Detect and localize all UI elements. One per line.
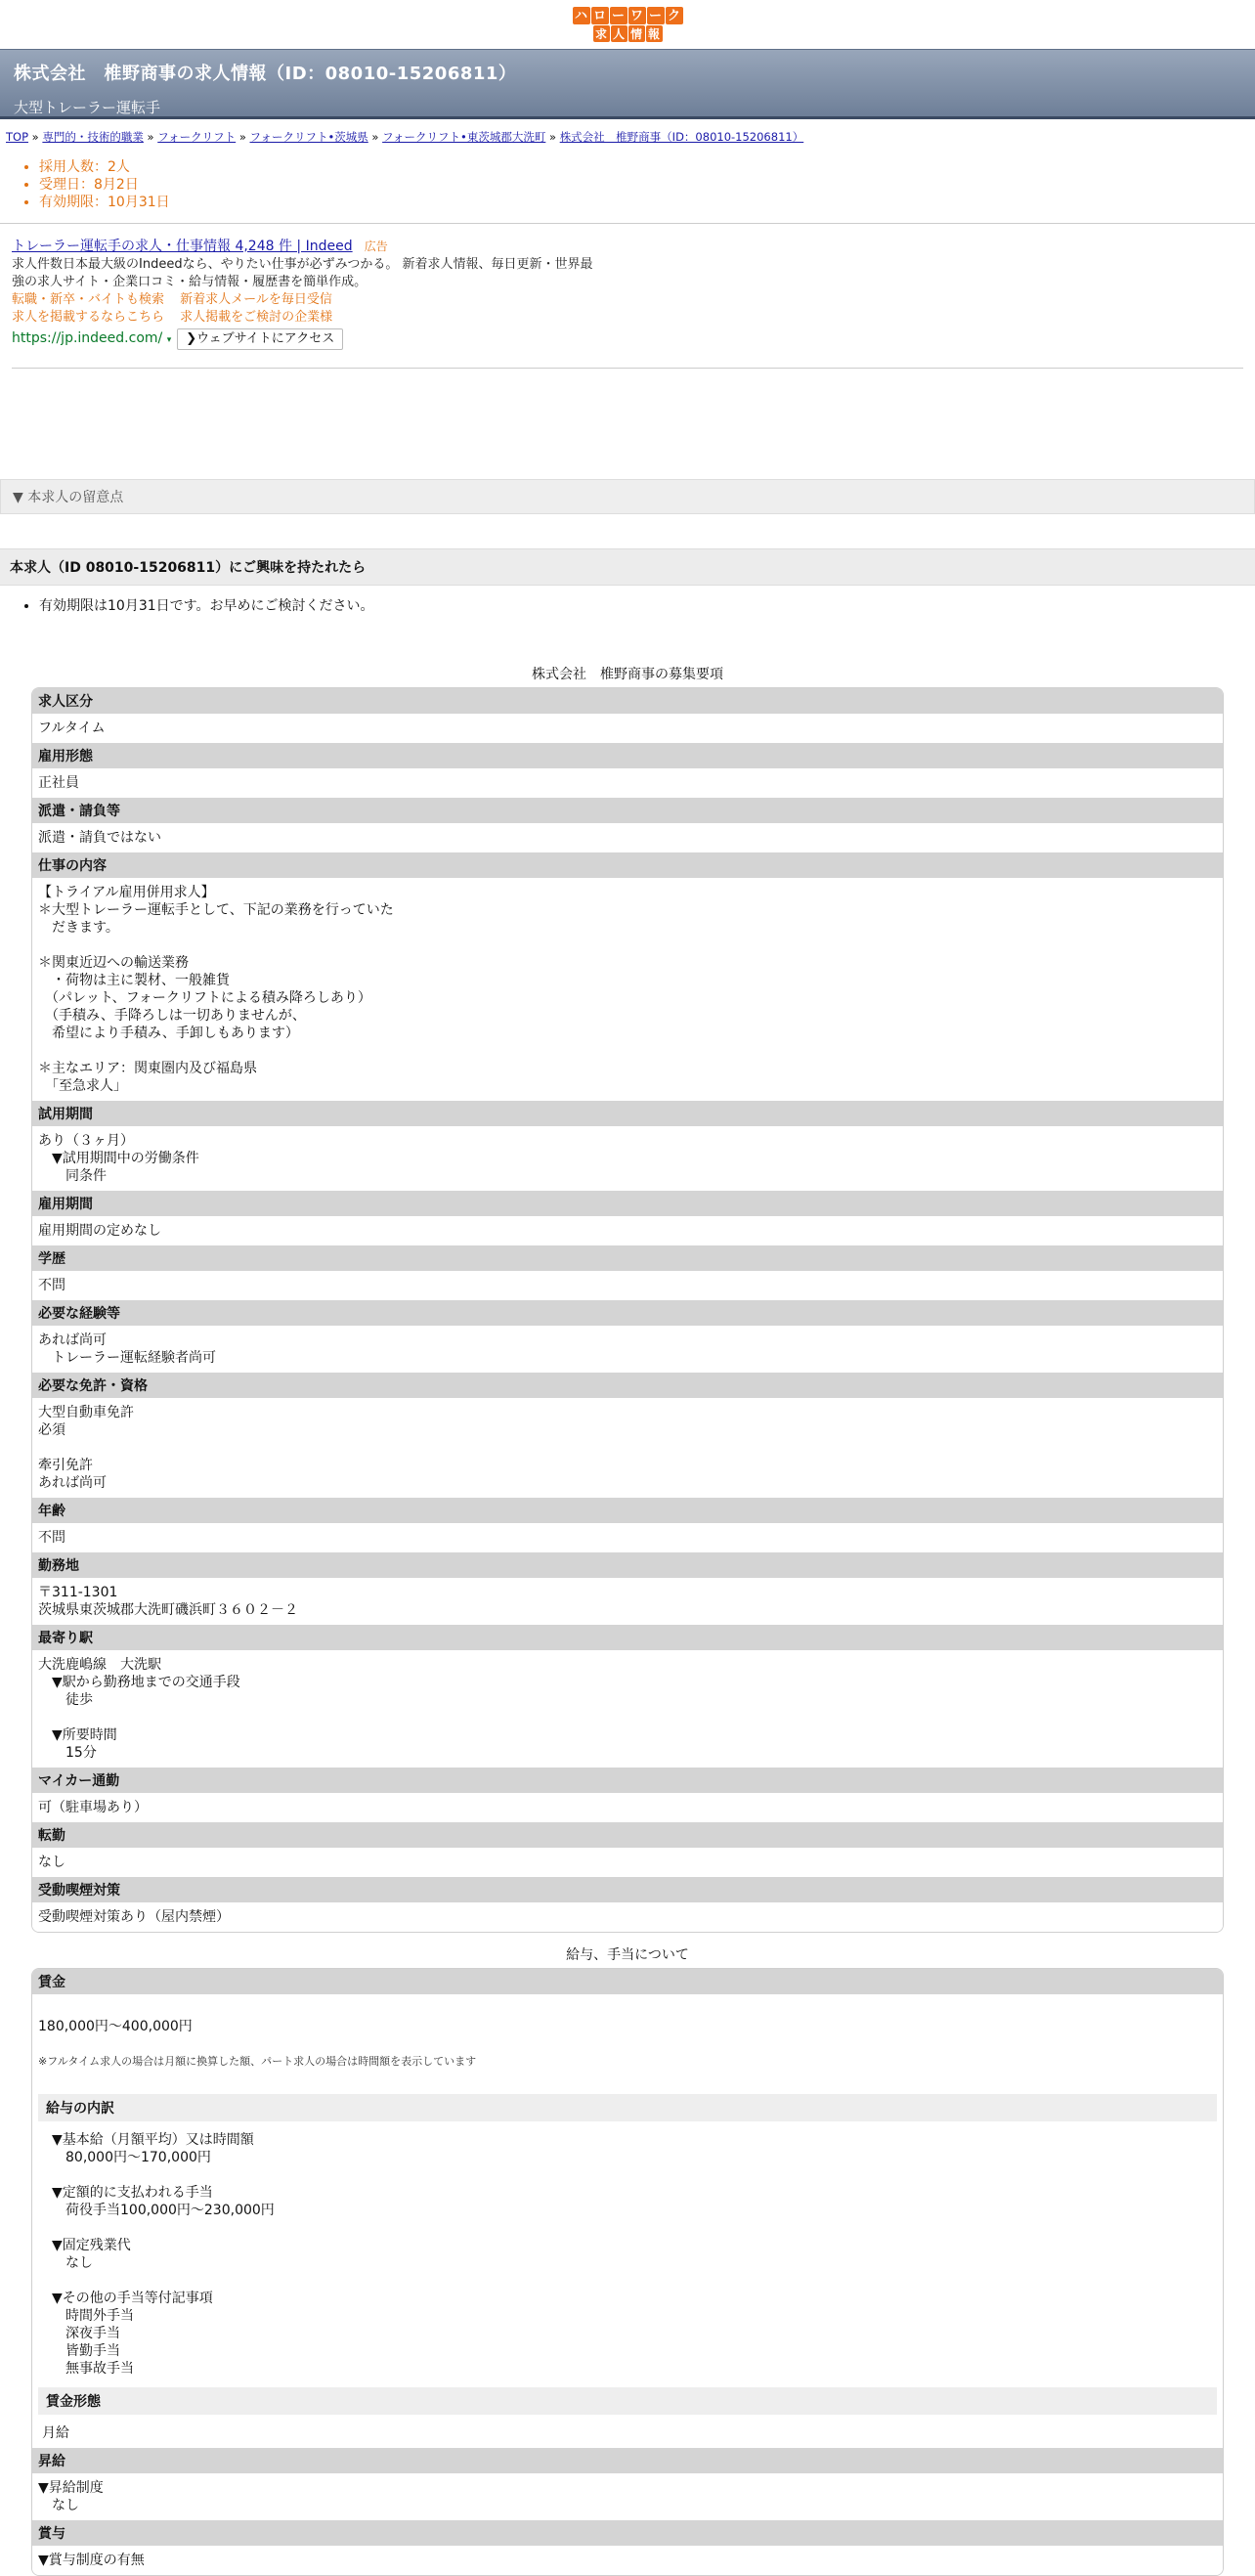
field-value: 受動喫煙対策あり（屋内禁煙） (32, 1902, 1223, 1932)
field-header: 必要な経験等 (32, 1300, 1223, 1326)
field-header: 年齢 (32, 1498, 1223, 1523)
ad-url-link[interactable]: https://jp.indeed.com/ ▾ (12, 330, 172, 346)
ad-link-search[interactable]: 転職・新卒・バイトも検索 (12, 292, 165, 307)
breadcrumb (6, 129, 1249, 145)
raise-header: 昇給 (32, 2448, 1223, 2473)
field-value: 大型自動車免許 必須 牽引免許 あれば尚可 (32, 1398, 1223, 1498)
ad-links-row-2 (12, 309, 1243, 327)
breadcrumb-link[interactable]: フォークリフト•茨城県 (249, 130, 368, 144)
wage-amount: 180,000円〜400,000円 (38, 2019, 193, 2034)
field-header: 雇用形態 (32, 743, 1223, 768)
field-value: フルタイム (32, 714, 1223, 743)
breadcrumb-separator: » (368, 130, 383, 144)
breadcrumb-separator: » (143, 130, 158, 144)
summary-item: • 受理日：8月2日 (39, 176, 1255, 194)
field-value: 大洗鹿嶋線 大洗駅 ▼駅から勤務地までの交通手段 徒歩 ▼所要時間 15分 (32, 1650, 1223, 1768)
field-header: 学歴 (32, 1245, 1223, 1271)
wage-heading: 給与、手当について (566, 1947, 689, 1963)
breadcrumb-separator: » (545, 130, 560, 144)
field-header: 勤務地 (32, 1552, 1223, 1578)
breadcrumb-link[interactable]: フォークリフト (157, 130, 237, 144)
breadcrumb-separator: » (28, 130, 43, 144)
job-summary-list (0, 158, 1255, 211)
field-header: 転勤 (32, 1822, 1223, 1848)
wage-header: 賃金 (32, 1969, 1223, 1994)
field-header: 必要な免許・資格 (32, 1373, 1223, 1398)
ad-title-link[interactable]: トレーラー運転手の求人・仕事情報 4,248 件 | Indeed (12, 239, 353, 254)
logo-bar (0, 0, 1255, 49)
field-value: あれば尚可 トレーラー運転経験者尚可 (32, 1326, 1223, 1373)
logo-row-bottom (593, 25, 663, 42)
wage-table (31, 1968, 1224, 2576)
breadcrumb-separator: » (236, 130, 250, 144)
requirements-table (31, 687, 1224, 1933)
logo-tile-bottom: 人 (611, 25, 628, 42)
field-header: 仕事の内容 (32, 852, 1223, 878)
summary-item: • 採用人数：2人 (39, 158, 1255, 176)
wage-breakdown: ▼基本給（月額平均）又は時間額 80,000円〜170,000円 ▼定額的に支払われる手当 荷役手当100,000円〜230,000円 ▼固定残業代 なし ▼その他の手当等付記事項 時間外手当 深夜手当 皆勤手当 無事故手当 (32, 2125, 1223, 2383)
breadcrumb-link[interactable]: 専門的・技術的職業 (42, 130, 144, 144)
bonus-header: 賞与 (32, 2520, 1223, 2546)
logo-tile-bottom: 報 (646, 25, 663, 42)
ad-description-1: 求人件数日本最大級のIndeedなら、やりたい仕事が必ずみつかる。 新着求人情報、毎日更新・世界最 (12, 257, 593, 272)
raise-value: ▼昇給制度 なし (32, 2473, 1223, 2520)
field-header: 受動喫煙対策 (32, 1877, 1223, 1902)
ad-link-post[interactable]: 求人を掲載するならこちら (12, 310, 165, 325)
breadcrumb-link[interactable]: フォークリフト•東茨城郡大洗町 (382, 130, 546, 144)
logo-tile-top: ロ (591, 7, 609, 24)
wage-breakdown-header: 給与の内訳 (38, 2094, 1217, 2121)
divider (0, 223, 1255, 224)
ad-links-row-1 (12, 291, 1243, 309)
field-header: 派遣・請負等 (32, 798, 1223, 823)
field-value: 雇用期間の定めなし (32, 1216, 1223, 1245)
interest-heading: 本求人（ID 08010-15206811）にご興味を持たれたら (0, 548, 1255, 586)
field-value: 不問 (32, 1271, 1223, 1300)
hellowork-logo[interactable] (573, 7, 683, 42)
logo-tile-top: ハ (573, 7, 590, 24)
validity-list (0, 595, 1255, 615)
page-title: 株式会社 椎野商事の求人情報（ID：08010-15206811） (14, 64, 517, 84)
notes-toggle[interactable]: ▼ 本求人の留意点 (0, 479, 1255, 514)
field-value: 不問 (32, 1523, 1223, 1552)
job-title: 大型トレーラー運転手 (14, 99, 161, 116)
field-value: 【トライアル雇用併用求人】 ＊大型トレーラー運転手として、下記の業務を行っていた だきます。 ＊関東近辺への輸送業務 ・荷物は主に製材、一般雑貨 （パレット、フォークリフトによる積み降ろしあり） （手積み、手降ろしは一切ありませんが、 希望により手積み、手卸しもあります） ＊主なエリア：関東圏内及び福島県 「至急求人」 (32, 878, 1223, 1101)
indeed-ad (0, 238, 1255, 350)
field-value: 〒311-1301 茨城県東茨城郡大洗町磯浜町３６０２－２ (32, 1578, 1223, 1625)
wage-note: ※フルタイム求人の場合は月額に換算した額、パート求人の場合は時間額を表示しています (38, 2055, 477, 2068)
requirements-heading: 株式会社 椎野商事の募集要項 (532, 667, 723, 682)
bonus-value: ▼賞与制度の有無 (32, 2546, 1223, 2575)
wage-form-header: 賃金形態 (38, 2387, 1217, 2415)
logo-tile-bottom: 情 (628, 25, 645, 42)
field-header: 最寄り駅 (32, 1625, 1223, 1650)
visit-website-button[interactable]: ❯ウェブサイトにアクセス (177, 328, 343, 350)
logo-tile-top: ー (610, 7, 628, 24)
logo-tile-bottom: 求 (593, 25, 610, 42)
logo-tile-top: ク (666, 7, 683, 24)
field-value: 正社員 (32, 768, 1223, 798)
field-header: 雇用期間 (32, 1191, 1223, 1216)
logo-tile-top: ワ (628, 7, 646, 24)
ad-description-2: 強の求人サイト・企業口コミ・給与情報・履歴書を簡単作成。 (12, 275, 368, 289)
breadcrumb-link[interactable]: 株式会社 椎野商事（ID：08010-15206811） (559, 130, 804, 144)
wage-form: 月給 (32, 2419, 1223, 2448)
title-band (0, 49, 1255, 119)
ad-label: 広告 (364, 240, 388, 253)
breadcrumb-link[interactable]: TOP (6, 130, 29, 144)
field-value: 可（駐車場あり） (32, 1793, 1223, 1822)
logo-row-top (573, 7, 683, 24)
field-header: 求人区分 (32, 688, 1223, 714)
field-value: なし (32, 1848, 1223, 1877)
field-header: マイカー通勤 (32, 1768, 1223, 1793)
validity-note: • 有効期限は10月31日です。お早めにご検討ください。 (39, 595, 1255, 615)
logo-tile-top: ー (647, 7, 665, 24)
ad-link-mail[interactable]: 新着求人メールを毎日受信 (180, 292, 332, 307)
field-value: 派遣・請負ではない (32, 823, 1223, 852)
field-header: 試用期間 (32, 1101, 1223, 1126)
ad-link-employers[interactable]: 求人掲載をご検討の企業様 (180, 310, 333, 325)
ad-divider (12, 368, 1243, 369)
summary-item: • 有効期限：10月31日 (39, 194, 1255, 211)
field-value: あり（３ヶ月） ▼試用期間中の労働条件 同条件 (32, 1126, 1223, 1191)
